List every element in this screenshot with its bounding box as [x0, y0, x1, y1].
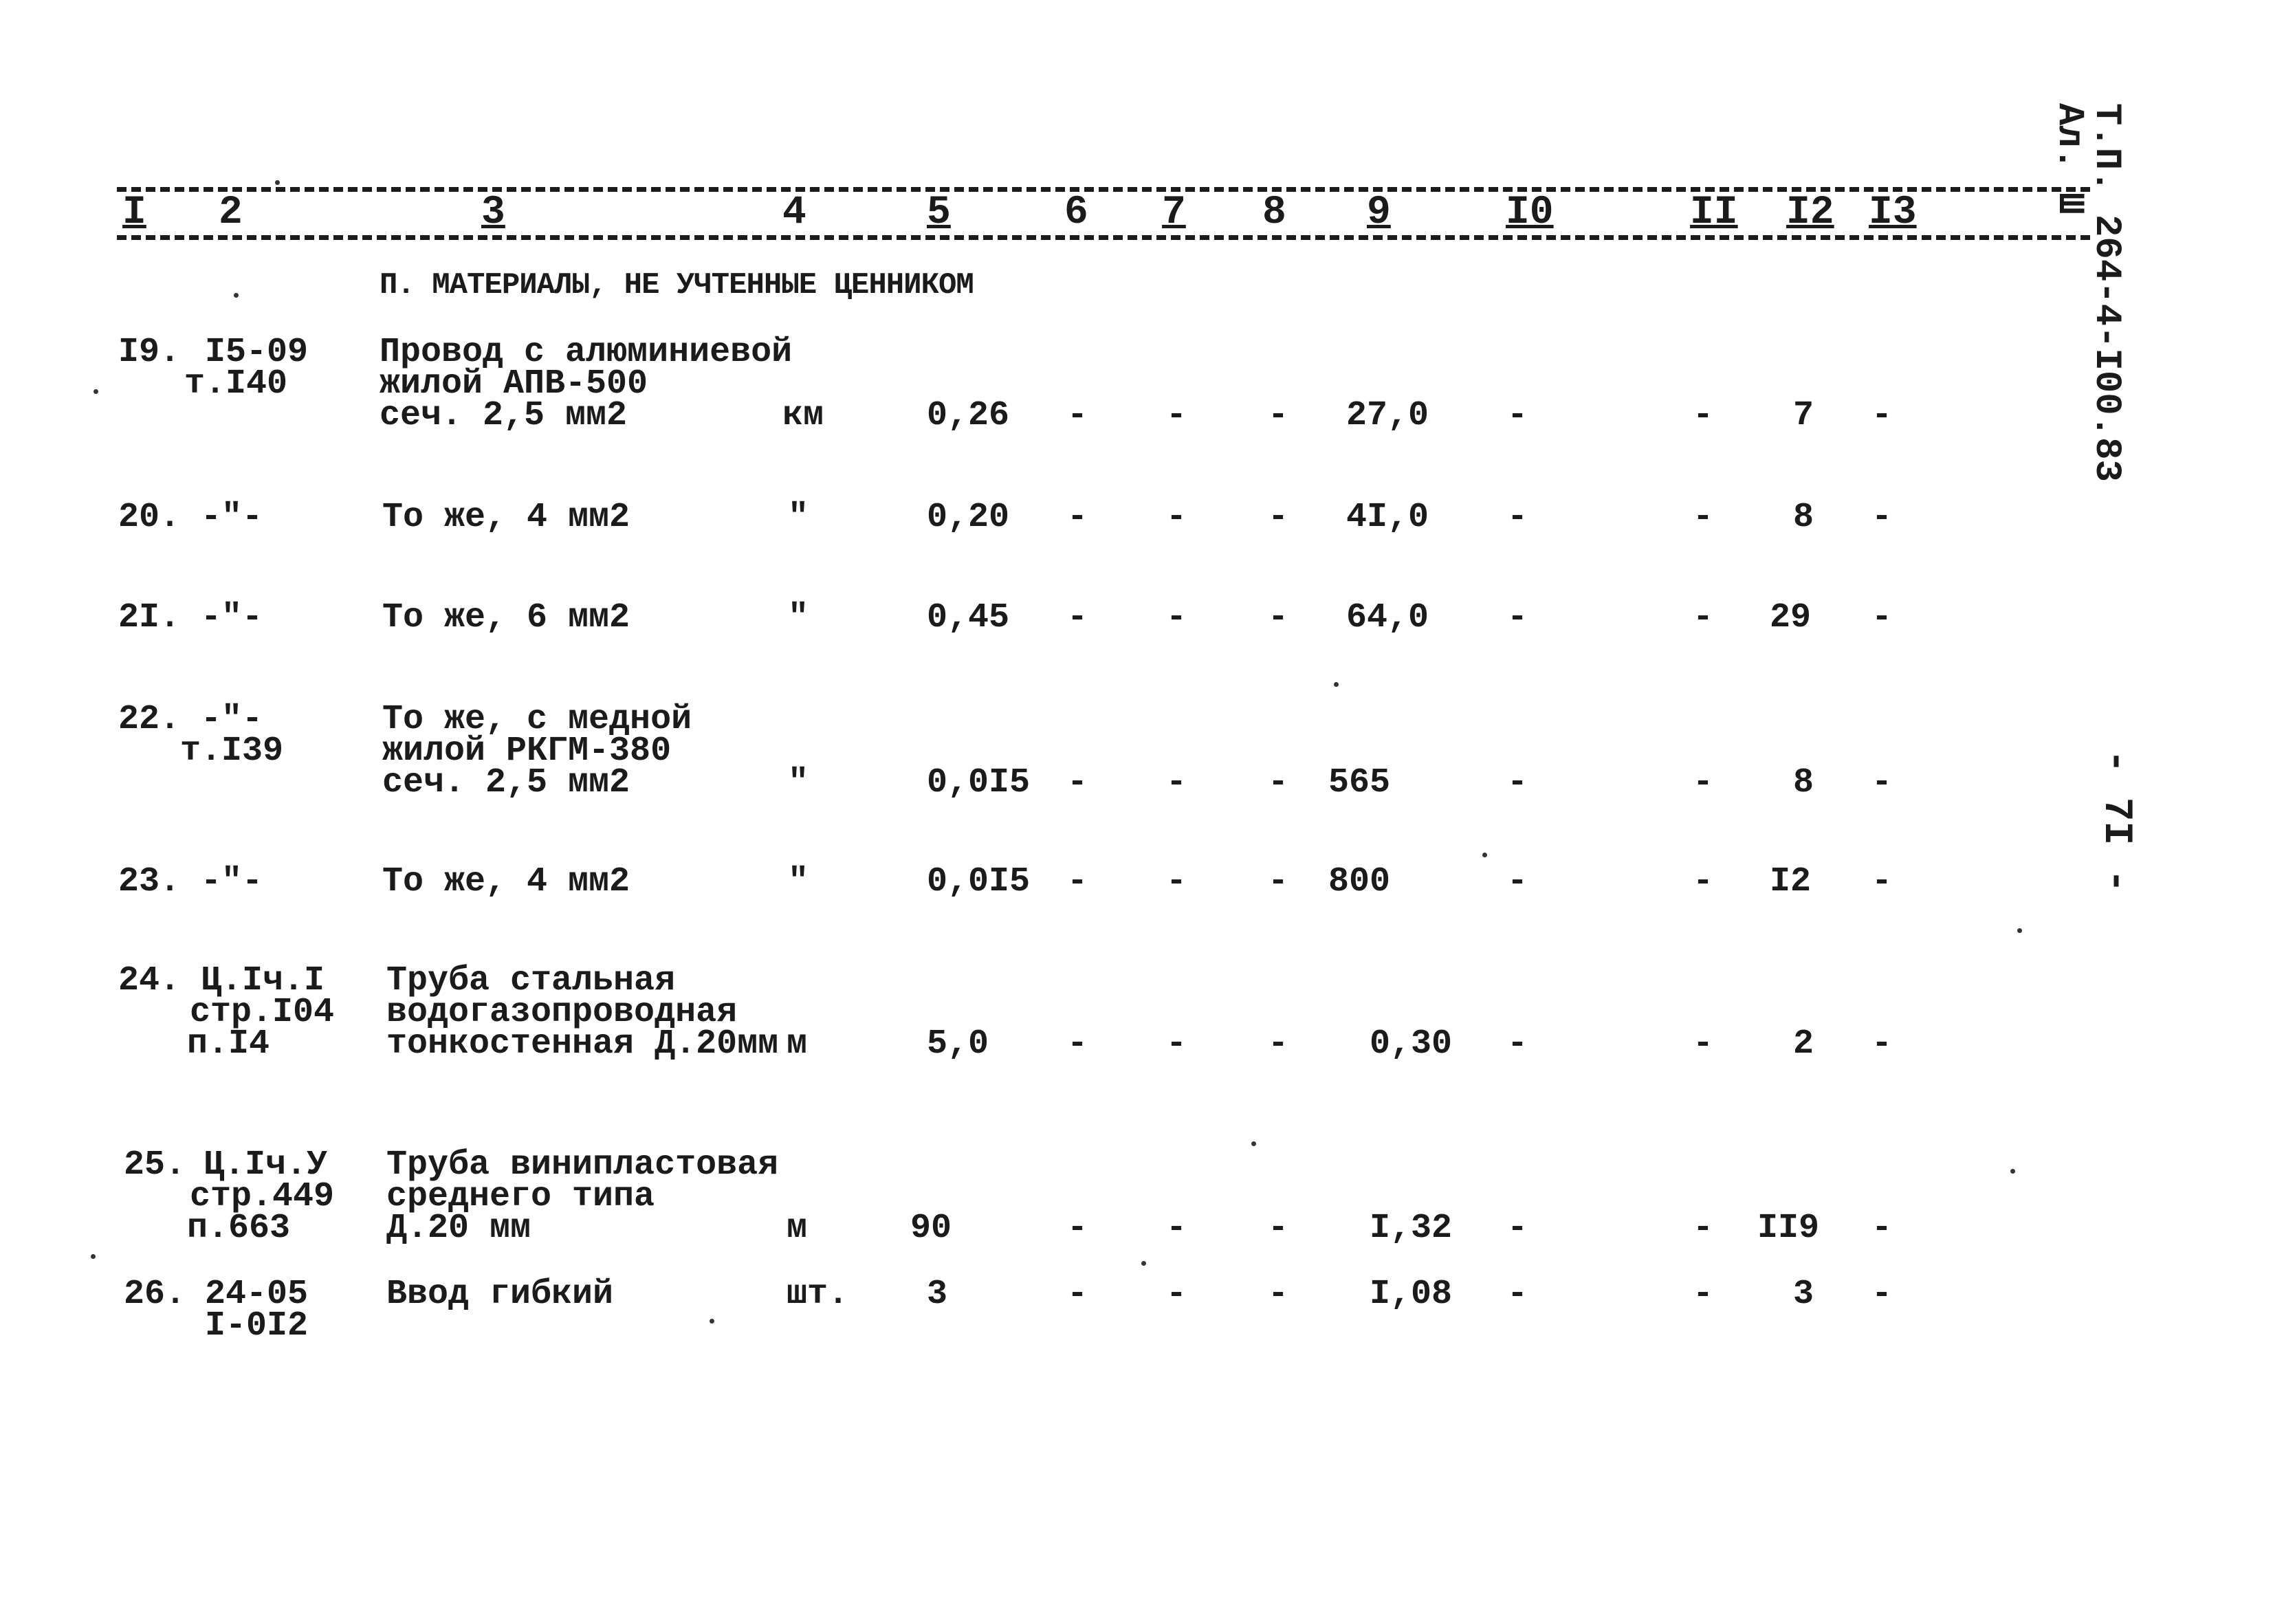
row-col13: - — [1871, 1275, 1893, 1314]
row-reference-line: стр.I04 — [190, 993, 335, 1032]
row-col9: 0,30 — [1370, 1024, 1453, 1064]
row-number: 23. — [118, 862, 181, 901]
row-col5: 0,0I5 — [927, 862, 1031, 901]
row-description-line: жилой АПВ-500 — [380, 364, 648, 404]
header-rule-bottom — [117, 235, 2090, 240]
row-reference-line: -"- — [201, 862, 263, 901]
scan-speck — [234, 293, 239, 298]
row-reference-line: I-0I2 — [205, 1306, 309, 1346]
row-col10: - — [1507, 1275, 1528, 1314]
row-number: 25. — [124, 1145, 186, 1185]
row-col8: - — [1268, 1209, 1289, 1248]
row-col8: - — [1268, 1024, 1289, 1064]
row-col9: 64,0 — [1346, 598, 1429, 637]
row-col9: 800 — [1328, 862, 1391, 901]
row-col8: - — [1268, 763, 1289, 802]
row-reference-line: п.I4 — [187, 1024, 270, 1064]
row-col5: 5,0 — [927, 1024, 989, 1064]
row-reference-line: -"- — [201, 498, 263, 537]
row-col7: - — [1166, 396, 1187, 435]
row-reference-line: п.663 — [187, 1209, 291, 1248]
scan-speck — [710, 1319, 714, 1324]
section-title: П. МАТЕРИАЛЫ, НЕ УЧТЕННЫЕ ЦЕННИКОМ — [380, 268, 974, 303]
scan-speck — [1251, 1141, 1256, 1146]
row-col6: - — [1067, 1209, 1088, 1248]
row-col9: I,08 — [1370, 1275, 1453, 1314]
row-col10: - — [1507, 598, 1528, 637]
row-col11: - — [1693, 396, 1714, 435]
row-unit: м — [787, 1024, 808, 1064]
row-col9: 565 — [1328, 763, 1391, 802]
row-col9: 27,0 — [1346, 396, 1429, 435]
column-header-9: 9 — [1367, 190, 1391, 235]
row-col5: 90 — [910, 1209, 952, 1248]
row-col5: 3 — [927, 1275, 948, 1314]
row-col10: - — [1507, 763, 1528, 802]
row-col6: - — [1067, 1024, 1088, 1064]
page-number: - 7I - — [2094, 749, 2138, 893]
row-col13: - — [1871, 498, 1893, 537]
scan-speck — [1141, 1261, 1146, 1266]
row-col12: 8 — [1793, 498, 1814, 537]
row-description-line: Труба винипластовая — [386, 1145, 779, 1185]
row-reference-line: т.I39 — [180, 732, 284, 771]
row-col8: - — [1268, 498, 1289, 537]
row-col12: 7 — [1793, 396, 1814, 435]
row-reference-line: -"- — [201, 700, 263, 739]
column-header-4: 4 — [782, 190, 806, 235]
row-description-line: Д.20 мм — [386, 1209, 531, 1248]
row-col13: - — [1871, 598, 1893, 637]
row-col11: - — [1693, 1275, 1714, 1314]
row-description-line: сеч. 2,5 мм2 — [382, 763, 630, 802]
table-row — [0, 1275, 2063, 1416]
row-number: I9. — [118, 333, 181, 372]
row-description-line: То же, 6 мм2 — [382, 598, 630, 637]
row-number: 24. — [118, 961, 181, 1000]
column-header-10: I0 — [1506, 190, 1554, 235]
row-description-line: То же, с медной — [382, 700, 692, 739]
scan-speck — [94, 389, 98, 394]
scan-speck — [2010, 1169, 2015, 1174]
row-col5: 0,45 — [927, 598, 1010, 637]
row-description-line: тонкостенная Д.20мм — [386, 1024, 779, 1064]
row-col7: - — [1166, 1275, 1187, 1314]
row-col8: - — [1268, 862, 1289, 901]
row-description-line: сеч. 2,5 мм2 — [380, 396, 628, 435]
table-row — [0, 700, 2063, 842]
row-col7: - — [1166, 862, 1187, 901]
row-unit: " — [788, 498, 809, 537]
row-col10: - — [1507, 1209, 1528, 1248]
row-col10: - — [1507, 498, 1528, 537]
row-reference-line: стр.449 — [190, 1177, 335, 1216]
row-col11: - — [1693, 862, 1714, 901]
row-col9: 4I,0 — [1346, 498, 1429, 537]
column-header-12: I2 — [1786, 190, 1834, 235]
row-reference-line: I5-09 — [205, 333, 309, 372]
column-header-6: 6 — [1064, 190, 1088, 235]
row-col6: - — [1067, 498, 1088, 537]
row-col13: - — [1871, 862, 1893, 901]
column-header-2: 2 — [219, 190, 243, 235]
row-col12: 8 — [1793, 763, 1814, 802]
row-col11: - — [1693, 598, 1714, 637]
row-col8: - — [1268, 1275, 1289, 1314]
scan-speck — [275, 180, 280, 185]
scan-speck — [2017, 928, 2022, 933]
scan-speck — [1482, 853, 1487, 857]
row-description-line: водогазопроводная — [386, 993, 738, 1032]
row-col12: 2 — [1793, 1024, 1814, 1064]
row-description-line: жилой РКГМ-380 — [382, 732, 672, 771]
row-unit: " — [788, 763, 809, 802]
row-number: 2I. — [118, 598, 181, 637]
row-unit: км — [782, 396, 824, 435]
row-col6: - — [1067, 598, 1088, 637]
row-col12: I2 — [1770, 862, 1812, 901]
scan-speck — [1334, 682, 1339, 687]
row-col7: - — [1166, 1024, 1187, 1064]
row-col11: - — [1693, 1024, 1714, 1064]
row-number: 22. — [118, 700, 181, 739]
row-description-line: Провод с алюминиевой — [380, 333, 793, 372]
row-reference-line: 24-05 — [205, 1275, 309, 1314]
row-col6: - — [1067, 862, 1088, 901]
column-header-1: I — [122, 190, 146, 235]
row-number: 26. — [124, 1275, 186, 1314]
row-col13: - — [1871, 396, 1893, 435]
row-description-line: То же, 4 мм2 — [382, 862, 630, 901]
column-header-13: I3 — [1869, 190, 1917, 235]
row-col13: - — [1871, 1209, 1893, 1248]
row-reference-line: т.I40 — [184, 364, 288, 404]
row-col6: - — [1067, 396, 1088, 435]
document-code — [2014, 103, 2127, 516]
row-col13: - — [1871, 1024, 1893, 1064]
row-col11: - — [1693, 1209, 1714, 1248]
row-col6: - — [1067, 763, 1088, 802]
scan-speck — [91, 1254, 96, 1259]
row-col10: - — [1507, 396, 1528, 435]
row-unit: " — [788, 598, 809, 637]
row-unit: шт. — [787, 1275, 849, 1314]
row-col10: - — [1507, 862, 1528, 901]
row-col12: II9 — [1757, 1209, 1820, 1248]
row-col7: - — [1166, 498, 1187, 537]
row-col13: - — [1871, 763, 1893, 802]
column-header-5: 5 — [927, 190, 951, 235]
row-reference-line: -"- — [201, 598, 263, 637]
row-col7: - — [1166, 598, 1187, 637]
document-code-number: Т.П. 264-4-I00.83 — [2085, 103, 2127, 482]
row-col7: - — [1166, 763, 1187, 802]
row-col6: - — [1067, 1275, 1088, 1314]
row-reference-line: Ц.Iч.I — [201, 961, 325, 1000]
row-description-line: Ввод гибкий — [386, 1275, 614, 1314]
album-label: Ал. Ш — [2048, 103, 2090, 215]
row-col9: I,32 — [1370, 1209, 1453, 1248]
row-description-line: То же, 4 мм2 — [382, 498, 630, 537]
table-row — [0, 1145, 2063, 1287]
row-col11: - — [1693, 498, 1714, 537]
column-header-11: II — [1690, 190, 1738, 235]
row-reference-line: Ц.Iч.У — [204, 1145, 328, 1185]
column-header-3: 3 — [481, 190, 505, 235]
row-unit: м — [787, 1209, 808, 1248]
column-header-7: 7 — [1162, 190, 1186, 235]
row-col12: 29 — [1770, 598, 1812, 637]
row-col8: - — [1268, 598, 1289, 637]
row-unit: " — [788, 862, 809, 901]
row-description-line: Труба стальная — [386, 961, 676, 1000]
table-row — [0, 961, 2063, 1103]
table-row — [0, 333, 2063, 474]
row-col11: - — [1693, 763, 1714, 802]
row-col5: 0,0I5 — [927, 763, 1031, 802]
row-col10: - — [1507, 1024, 1528, 1064]
row-col5: 0,26 — [927, 396, 1010, 435]
row-col8: - — [1268, 396, 1289, 435]
column-header-8: 8 — [1262, 190, 1286, 235]
row-col5: 0,20 — [927, 498, 1010, 537]
row-col12: 3 — [1793, 1275, 1814, 1314]
row-description-line: среднего типа — [386, 1177, 655, 1216]
row-number: 20. — [118, 498, 181, 537]
row-col7: - — [1166, 1209, 1187, 1248]
